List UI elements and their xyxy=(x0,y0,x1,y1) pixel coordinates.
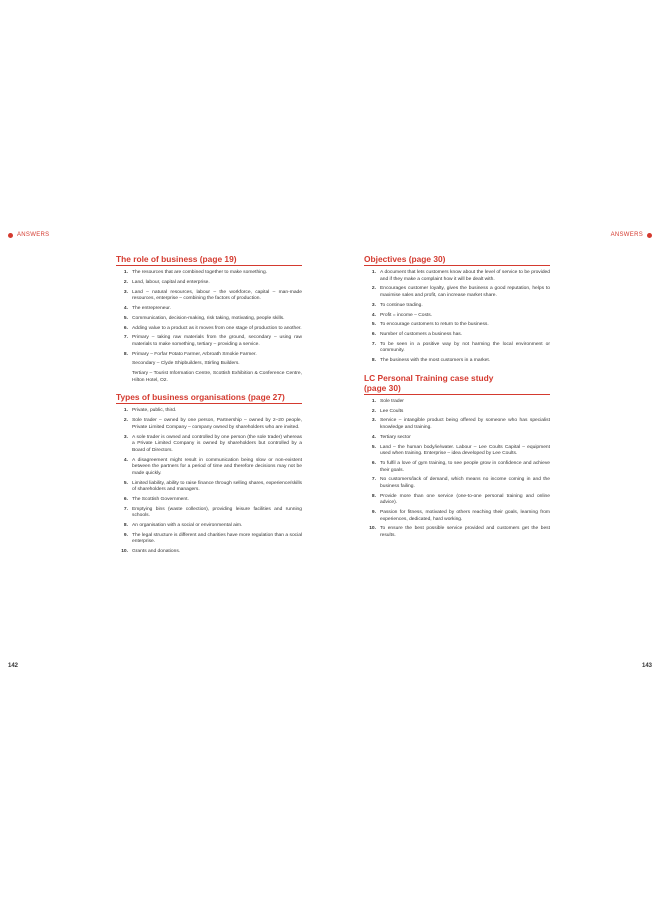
running-head-label: ANSWERS xyxy=(610,232,643,238)
item-number: 1. xyxy=(371,398,376,404)
item-text: Limited liability, ability to raise finance through selling shares, experience/skills of shareholders and managers. xyxy=(132,480,302,493)
item-text: Profit = income – Costs. xyxy=(380,312,433,318)
item-number: 3. xyxy=(371,418,376,424)
item-number: 7. xyxy=(123,335,128,341)
page-number-left: 142 xyxy=(8,663,19,669)
item-text: An organisation with a social or environmental aim. xyxy=(132,523,243,529)
answer-list xyxy=(116,270,302,358)
item-number: 10. xyxy=(369,526,376,532)
item-text: To encourage customers to return to the business. xyxy=(380,322,489,328)
running-head-right xyxy=(611,232,652,238)
item-text: Private, public, third. xyxy=(132,408,177,414)
list-item xyxy=(364,409,550,416)
running-head-left xyxy=(8,232,49,238)
item-number: 7. xyxy=(123,506,128,512)
item-number: 7. xyxy=(371,341,376,347)
list-item xyxy=(364,461,550,474)
list-item xyxy=(364,445,550,458)
list-item xyxy=(364,510,550,523)
answer-list xyxy=(364,399,550,540)
item-number: 8. xyxy=(371,493,376,499)
item-text: A document that lets customers know about the level of service to be provided and if they make a complaint how it will be dealt with. xyxy=(380,270,550,282)
item-text: The legal structure is different and charities have more regulation than a social enterprise. xyxy=(132,532,302,545)
section-title-line: (page 30) xyxy=(364,382,401,393)
item-number: 4. xyxy=(123,305,128,311)
list-item xyxy=(364,435,550,442)
item-text: Encourages customer loyalty, gives the business a good reputation, helps to maximise sales and profit, can increase market share. xyxy=(380,286,550,298)
list-item xyxy=(364,526,550,539)
item-number: 6. xyxy=(123,496,128,502)
item-number: 5. xyxy=(371,444,376,450)
list-item xyxy=(116,316,302,323)
list-item xyxy=(364,270,550,283)
item-number: 7. xyxy=(371,477,376,483)
list-item xyxy=(116,435,302,455)
list-item xyxy=(116,507,302,520)
item-number: 2. xyxy=(123,279,128,285)
item-text: Primary – Forfar Potato Farmer, Arbroath Smokie Farmer. xyxy=(132,351,257,357)
item-text: Emptying bins (waste collection), providing leisure facilities and running schools. xyxy=(132,506,302,519)
continuation-text: Tertiary – Tourist Information Centre, Scottish Exhibition & Conference Centre, Hilton Hotel, O2. xyxy=(132,371,302,383)
list-item xyxy=(364,399,550,406)
list-item xyxy=(116,408,302,415)
list-item xyxy=(364,494,550,507)
item-number: 10. xyxy=(121,549,128,555)
list-item xyxy=(116,533,302,546)
item-text: Land – natural resources, labour – the workforce, capital – man-made resources, enterprise – combining the factors of production. xyxy=(132,289,302,302)
item-number: 5. xyxy=(123,480,128,486)
item-text: Provide more than one service (one-to-one personal training and online advice). xyxy=(380,493,550,506)
item-number: 4. xyxy=(123,457,128,463)
list-item xyxy=(364,303,550,310)
item-text: Sole trader – owned by one person, Partnership – owned by 2–20 people, Private Limited Company – company owned by shareholders who are invited. xyxy=(132,418,302,430)
item-number: 6. xyxy=(371,460,376,466)
section-title: Types of business organisations (page 27) xyxy=(116,392,302,404)
right-column xyxy=(364,254,550,543)
running-head-label: ANSWERS xyxy=(17,232,50,238)
page-number-right: 143 xyxy=(641,663,652,669)
item-text: A disagreement might result in communication being slow or non-existent between the partners for a period of time and therefore decisions may not be made quickly. xyxy=(132,457,302,476)
list-item xyxy=(364,313,550,320)
list-item xyxy=(116,352,302,359)
item-number: 3. xyxy=(371,302,376,308)
list-item xyxy=(364,342,550,355)
section-title-line: LC Personal Training case study xyxy=(364,372,494,383)
item-text: To be seen in a positive way by not harming the local environment or community. xyxy=(380,341,550,354)
item-number: 4. xyxy=(371,312,376,318)
item-text: Passion for fitness, motivated by others reaching their goals, learning from experiences, dedicated, hard working. xyxy=(380,510,550,522)
list-item xyxy=(116,497,302,504)
item-number: 2. xyxy=(123,418,128,424)
item-number: 6. xyxy=(123,325,128,331)
list-item xyxy=(116,280,302,287)
item-text: Land – the human body/ie/water. Labour – Lee Coults Capital – equipment used when training. Enterprise – idea developed by Lee Coults. xyxy=(380,444,550,457)
item-text: No customers/lack of demand, which means no income coming in and the business failing. xyxy=(380,477,550,489)
section-title: The role of business (page 19) xyxy=(116,254,302,266)
list-item xyxy=(364,286,550,299)
item-text: The entrepreneur. xyxy=(132,305,171,311)
item-number: 8. xyxy=(123,351,128,357)
list-item xyxy=(116,458,302,478)
item-text: Land, labour, capital and enterprise. xyxy=(132,279,210,285)
item-number: 6. xyxy=(371,332,376,338)
item-number: 9. xyxy=(123,532,128,538)
list-item xyxy=(364,332,550,339)
answer-list xyxy=(364,270,550,365)
answer-list xyxy=(116,408,302,555)
item-text: Communication, decision-making, risk taking, motivating, people skills. xyxy=(132,315,285,321)
item-text: Sole trader xyxy=(380,398,404,404)
item-text: Primary – taking raw materials from the ground, secondary – using raw materials to make something, tertiary – providing a service. xyxy=(132,335,302,347)
continuation-text: Secondary – Clyde Shipbuilders, Stirling Builders. xyxy=(132,361,240,367)
item-text: Grants and donations. xyxy=(132,549,181,555)
item-number: 1. xyxy=(123,270,128,275)
item-text: Adding value to a product as it moves from one stage of production to another. xyxy=(132,325,302,331)
item-text: The Scottish Government. xyxy=(132,496,189,502)
item-text: The resources that are combined together to make something. xyxy=(132,270,268,275)
list-item xyxy=(116,481,302,494)
list-item xyxy=(116,326,302,333)
list-item xyxy=(116,290,302,303)
item-number: 1. xyxy=(371,270,376,275)
item-number: 5. xyxy=(123,315,128,321)
item-number: 9. xyxy=(371,510,376,516)
item-number: 2. xyxy=(371,286,376,292)
list-item xyxy=(364,358,550,365)
bullet-dot-icon xyxy=(647,233,652,238)
item-number: 3. xyxy=(123,434,128,440)
section-title: Objectives (page 30) xyxy=(364,254,550,266)
item-text: Number of customers a business has. xyxy=(380,332,463,338)
list-item xyxy=(116,335,302,348)
left-column xyxy=(116,254,302,559)
list-item xyxy=(364,322,550,329)
item-number: 2. xyxy=(371,408,376,414)
item-number: 1. xyxy=(123,408,128,414)
item-number: 3. xyxy=(123,289,128,295)
item-text: Lee Coults xyxy=(380,408,404,414)
list-item xyxy=(116,270,302,277)
list-item xyxy=(116,306,302,313)
item-number: 8. xyxy=(371,358,376,364)
item-text: The business with the most customers in a market. xyxy=(380,358,491,364)
bullet-dot-icon xyxy=(8,233,13,238)
item-text: Service – intangible product being offered by someone who has specialist knowledge and training. xyxy=(380,418,550,430)
list-item xyxy=(116,523,302,530)
item-number: 8. xyxy=(123,523,128,529)
item-number: 5. xyxy=(371,322,376,328)
item-number: 4. xyxy=(371,434,376,440)
item-text: To ensure the best possible service provided and customers get the best results. xyxy=(380,526,550,539)
list-item xyxy=(364,477,550,490)
item-text: Tertiary sector xyxy=(380,434,411,440)
item-text: A sole trader is owned and controlled by one person (the sole trader) whereas a Private Limited Company is owned by shareholders but controlled by a Board of Directors. xyxy=(132,434,302,453)
list-item xyxy=(116,549,302,556)
item-text: To fulfil a love of gym training, to see people grow in confidence and achieve their goals. xyxy=(380,460,550,473)
list-item xyxy=(116,418,302,431)
section-title xyxy=(364,373,550,395)
item-text: To continue trading. xyxy=(380,302,423,308)
list-item xyxy=(364,418,550,431)
